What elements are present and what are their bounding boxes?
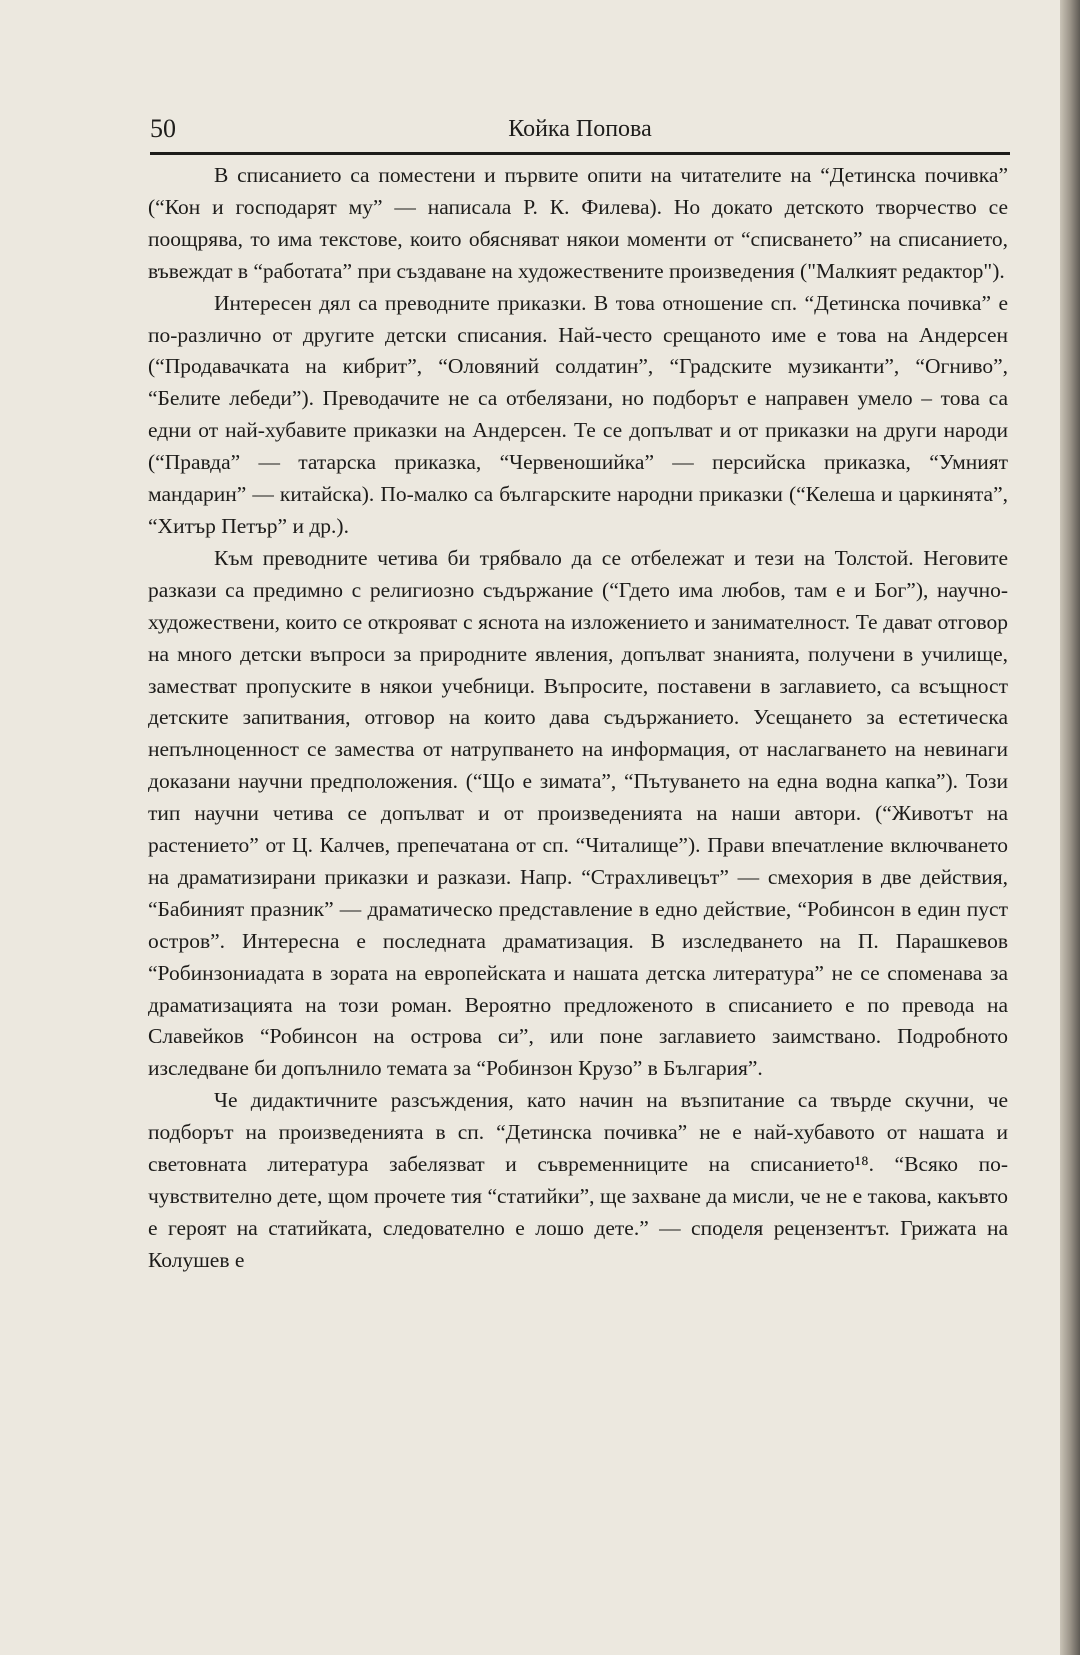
page-header [150, 112, 1010, 155]
paragraph-1: В списанието са поместени и първите опити на читателите на “Детинска почивка” (“Кон и господарят му” — написала Р. К. Филева). Но докато детското творчество се поощрява, то има текстове, които обясняват някои моменти от “списването” на списанието, въвеждат в “работата” при създаване на художествените произведения ("Малкият редактор"). [148, 163, 1008, 283]
paragraph-2: Интересен дял са преводните приказки. В това отношение сп. “Детинска почивка” е по-различно от другите детски списания. Най-често срещаното име е това на Андерсен (“Продавачката на кибрит”, “Оловяний солдатин”, “Градските музиканти”, “Огниво”, “Белите лебеди”). Преводачите не са отбелязани, но подборът е направен умело – това са едни от най-хубавите приказки на Андерсен. Те се допълват и от приказки на други народи (“Правда” — татарска приказка, “Червеношийка” — персийска приказка, “Умният мандарин” — китайска). По-малко са българските народни приказки (“Келеша и царкинята”, “Хитър Петър” и др.). [148, 290, 1008, 538]
paragraph-3: Към преводните четива би трябвало да се отбележат и тези на Толстой. Неговите разкази са предимно с религиозно съдържание (“Гдето има любов, там е и Бог”), научно-художествени, които се открояват с яснота на изложението и занимателност. Те дават отговор на много детски въпроси за природните явления, допълват знанията, получени в училище, заместват пропуските в някои учебници. Въпросите, поставени в заглавието, са всъщност детските запитвания, отговор на които дава съдържанието. Усещането за естетическа непълноценност се замества от натрупването на информация, от наслагването на невинаги доказани научни предположения. (“Що е зимата”, “Пътуването на една водна капка”). Този тип научни четива се допълват и от произведенията на наши автори. (“Животът на растението” от Ц. Калчев, препечатана от сп. “Читалище”). Прави впечатление включването на драматизирани приказки и разкази. Напр. “Страхливецът” — смехория в две действия, “Бабиният празник” — драматическо представление в едно действие, “Робинсон в един пуст остров”. Интересна е последната драматизация. В изследването на П. Парашкевов “Робинзониадата в зората на европейската и нашата детска литература” не се споменава за драматизацията на този роман. Вероятно предложеното в списанието е по превода на Славейков “Робинсон на острова си”, или поне заглавието заимствано. Подробното изследване би допълнило темата за “Робинзон Крузо” в България”. [148, 545, 1008, 1081]
paragraph-4: Че дидактичните разсъждения, като начин на възпитание са твърде скучни, че подборът на произведенията в сп. “Детинска почивка” не е най-хубавото от нашата и световната литература забелязват и съвременниците на списанието¹⁸. “Всяко по-чувствително дете, щом прочете тия “статийки”, ще захване да мисли, че не е такова, какъвто е героят на статийката, следователно е лошо дете.” — споделя рецензентът. Грижата на Колушев е [148, 1088, 1008, 1272]
running-head-author: Койка Попова [508, 116, 652, 142]
page-number: 50 [150, 114, 176, 143]
book-spine-shadow [1060, 0, 1080, 1655]
body-text [148, 160, 1008, 1277]
